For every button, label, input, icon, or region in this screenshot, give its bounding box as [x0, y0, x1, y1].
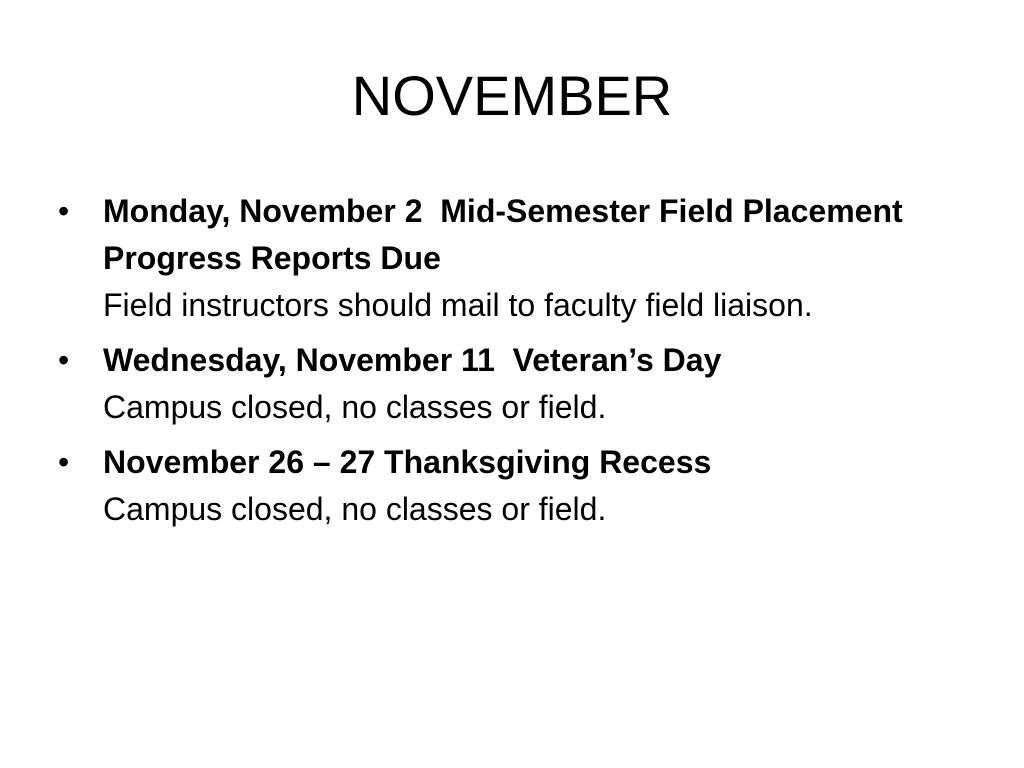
- bullet-icon: •: [58, 193, 70, 229]
- event-list: [58, 188, 918, 541]
- event-heading: Monday, November 2 Mid-Semester Field Placement Progress Reports Due: [103, 193, 912, 276]
- list-item: [58, 337, 918, 431]
- event-heading: Wednesday, November 11 Veteran’s Day: [103, 342, 722, 378]
- event-heading: November 26 – 27 Thanksgiving Recess: [103, 444, 712, 480]
- list-item: [58, 188, 918, 329]
- event-detail: Field instructors should mail to faculty field liaison.: [103, 287, 813, 323]
- event-detail: Campus closed, no classes or field.: [103, 389, 607, 425]
- bullet-icon: •: [58, 444, 70, 480]
- list-item: [58, 439, 918, 533]
- slide-title: NOVEMBER: [351, 64, 673, 127]
- bullet-icon: •: [58, 342, 70, 378]
- event-detail: Campus closed, no classes or field.: [103, 491, 607, 527]
